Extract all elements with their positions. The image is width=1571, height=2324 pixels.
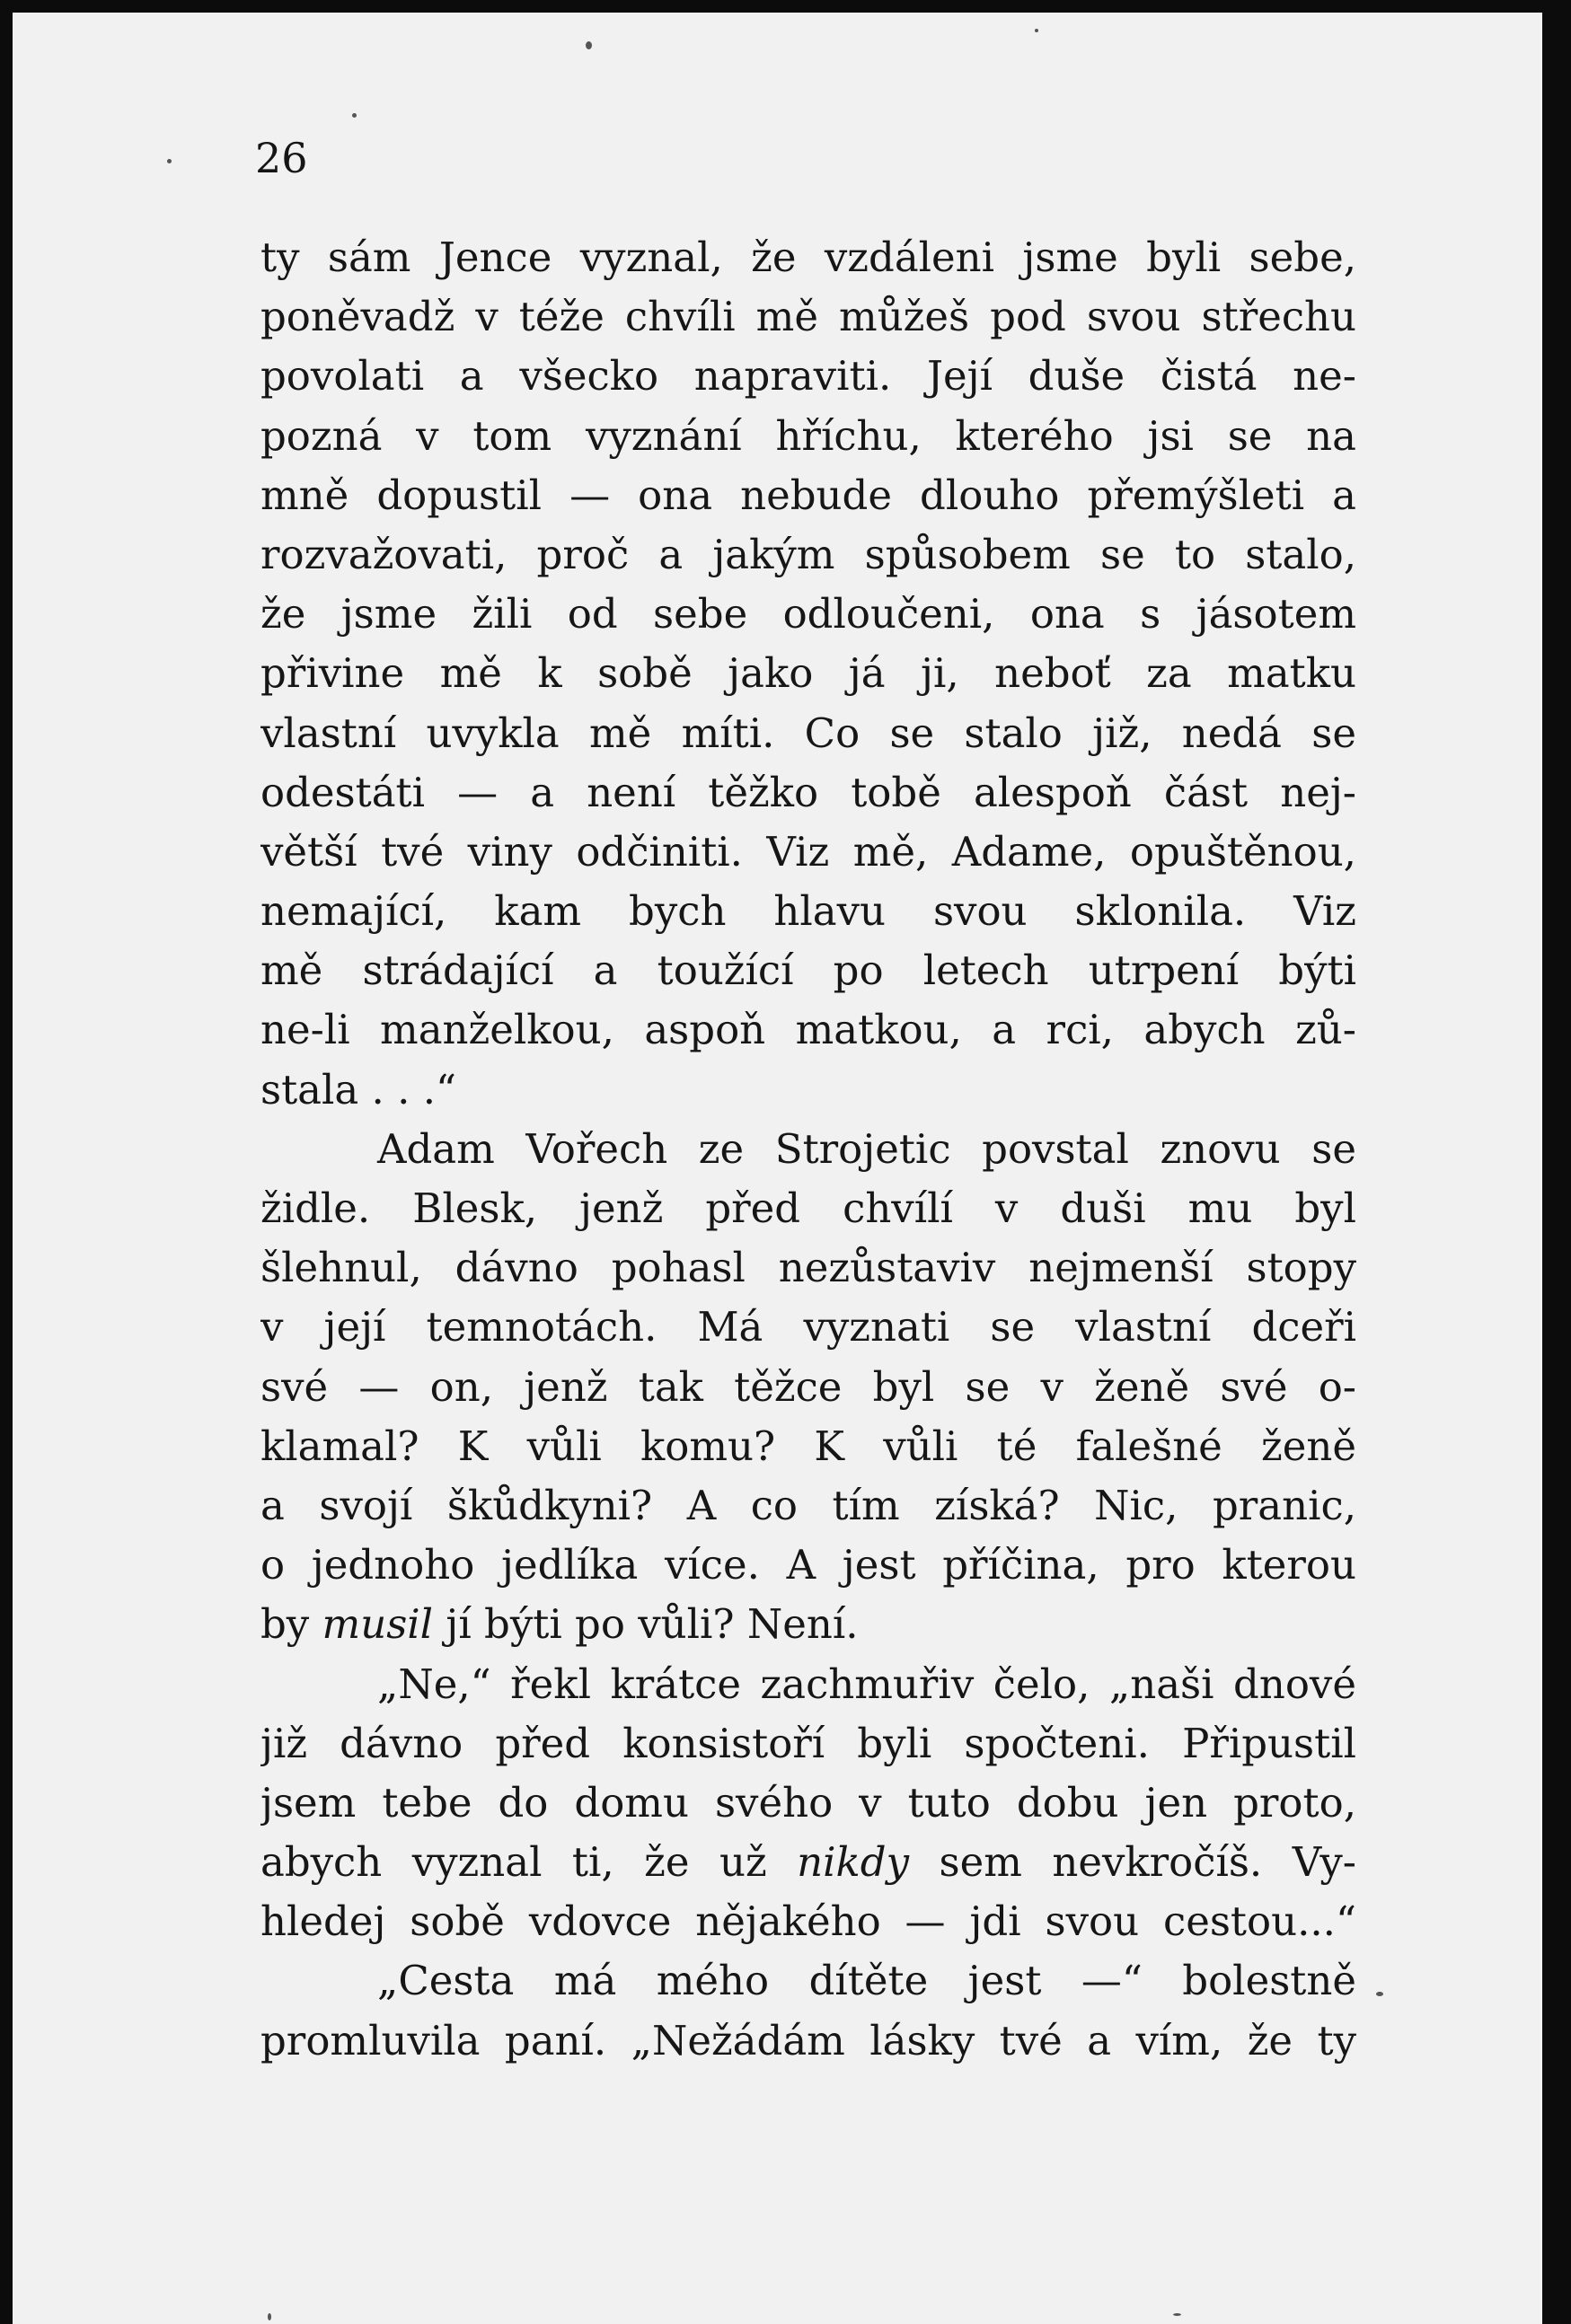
scan-speck	[167, 159, 172, 163]
text-line: hledej sobě vdovce nějakého — jdi svou cestou...“	[260, 1897, 1356, 1946]
text-line: mně dopustil — ona nebude dlouho přemýšleti a	[260, 471, 1356, 519]
scan-speck	[1376, 1992, 1383, 1996]
text-line: šlehnul, dávno pohasl nezůstaviv nejmenší stopy	[260, 1244, 1356, 1292]
text-line: své — on, jenž tak těžce byl se v ženě své o-	[260, 1362, 1356, 1411]
line-text-after: jí býti po vůli? Není.	[433, 1600, 859, 1649]
emphasized-word: musil	[322, 1600, 434, 1649]
text-line: již dávno před konsistoří byli spočteni. Připustil	[260, 1719, 1356, 1767]
text-line: že jsme žili od sebe odloučeni, ona s jásotem	[260, 590, 1356, 638]
text-line: větší tvé viny odčiniti. Viz mě, Adame, opuštěnou,	[260, 827, 1356, 876]
text-line: odestáti — a není těžko tobě alespoň část nej-	[260, 768, 1356, 816]
scan-border-right	[1542, 0, 1571, 2324]
text-line: klamal? K vůli komu? K vůli té falešné ženě	[260, 1422, 1356, 1470]
text-line: povolati a všecko napraviti. Její duše čistá ne-	[260, 352, 1356, 401]
text-line: ne-li manželkou, aspoň matkou, a rci, abych zů-	[260, 1006, 1356, 1054]
scan-speck	[1173, 2313, 1181, 2316]
scan-speck	[586, 41, 592, 49]
scan-speck	[268, 2313, 271, 2320]
scan-speck	[1035, 29, 1038, 32]
book-page	[13, 13, 1542, 2324]
scan-speck	[352, 113, 357, 118]
text-line: pozná v tom vyznání hříchu, kterého jsi se na	[260, 411, 1356, 460]
text-line-with-emphasis	[260, 1833, 1356, 1892]
text-line: v její temnotách. Má vyznati se vlastní dceři	[260, 1303, 1356, 1351]
text-line: promluvila paní. „Nežádám lásky tvé a vím, že ty	[260, 2016, 1356, 2064]
text-line: a svojí škůdkyni? A co tím získá? Nic, pranic,	[260, 1481, 1356, 1529]
page-number: 26	[255, 134, 308, 182]
paragraph-start-line: „Ne,“ řekl krátce zachmuřiv čelo, „naši dnové	[377, 1659, 1356, 1708]
scan-border-top	[0, 0, 1571, 13]
text-line: vlastní uvykla mě míti. Co se stalo již, nedá se	[260, 709, 1356, 757]
text-line: mě strádající a toužící po letech utrpení býti	[260, 946, 1356, 995]
text-line: jsem tebe do domu svého v tuto dobu jen proto,	[260, 1778, 1356, 1827]
text-line: ty sám Jence vyznal, že vzdáleni jsme byli sebe,	[260, 233, 1356, 281]
line-text-after: sem nevkročíš. Vy-	[909, 1838, 1356, 1887]
line-text-before: abych vyznal ti, že už	[260, 1838, 798, 1887]
body-text	[260, 228, 1356, 2071]
emphasized-word: nikdy	[797, 1838, 910, 1887]
scan-border-left	[0, 0, 13, 2324]
text-line: židle. Blesk, jenž před chvílí v duši mu byl	[260, 1184, 1356, 1232]
line-text-before: by	[260, 1600, 322, 1649]
paragraph-start-line: „Cesta má mého dítěte jest —“ bolestně	[377, 1957, 1356, 2005]
paragraph-start-line: Adam Vořech ze Strojetic povstal znovu se	[377, 1124, 1356, 1173]
text-line: stala . . .“	[260, 1065, 457, 1114]
text-line: poněvadž v téže chvíli mě můžeš pod svou střechu	[260, 293, 1356, 341]
text-line: rozvažovati, proč a jakým spůsobem se to stalo,	[260, 530, 1356, 578]
text-line-with-emphasis	[260, 1595, 1356, 1654]
text-line: nemající, kam bych hlavu svou sklonila. Viz	[260, 887, 1356, 936]
text-line: přivine mě k sobě jako já ji, neboť za matku	[260, 649, 1356, 698]
text-line: o jednoho jedlíka více. A jest příčina, pro kterou	[260, 1541, 1356, 1589]
